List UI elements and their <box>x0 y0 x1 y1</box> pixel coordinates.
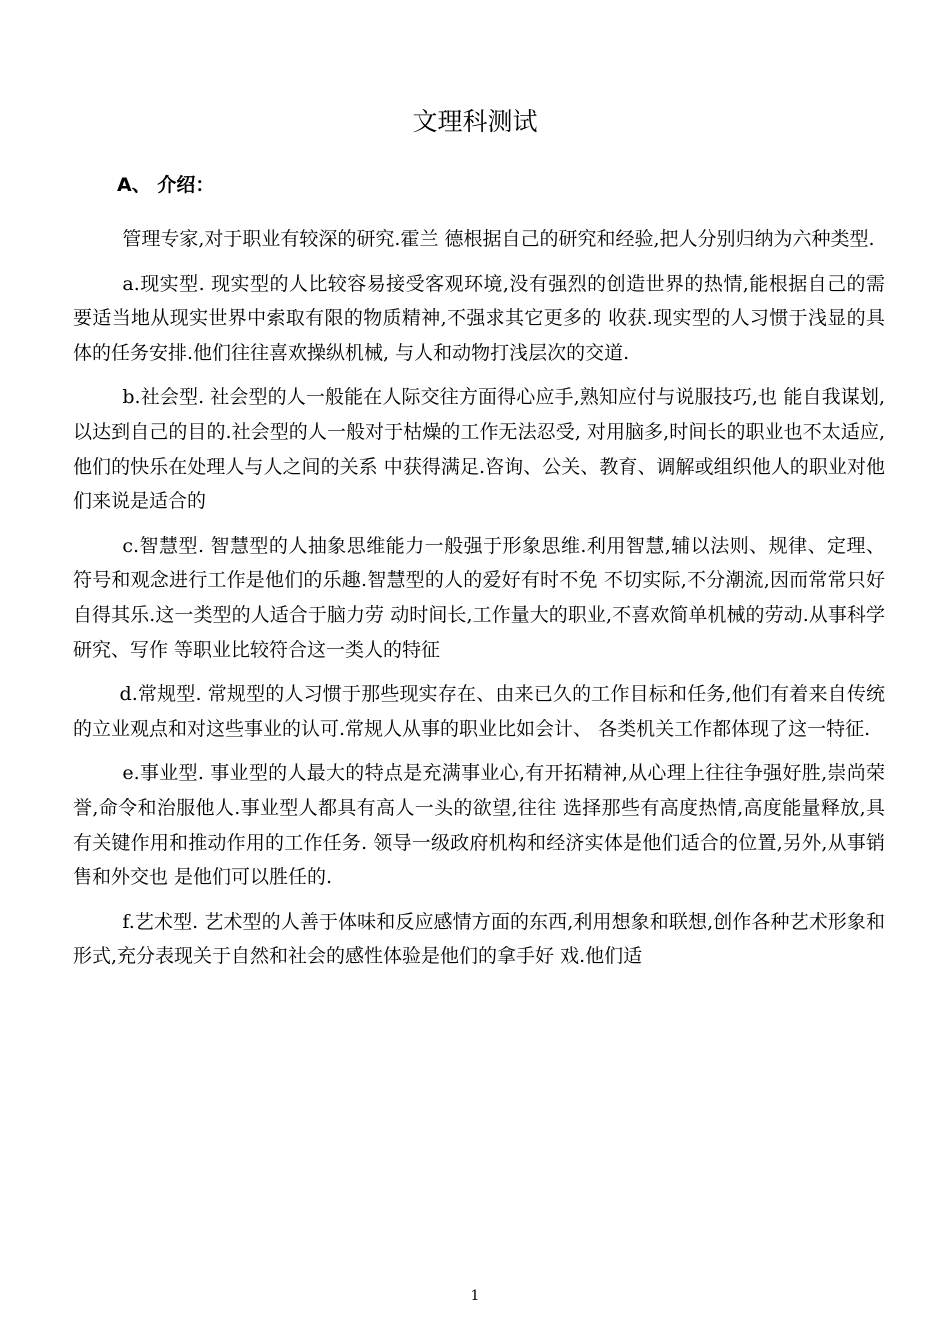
document-body <box>73 222 885 984</box>
paragraph-enterprising-type: e.事业型. 事业型的人最大的特点是充满事业心,有开拓精神,从心理上往往争强好胜,崇尚荣誉,命令和治服他人.事业型人都具有高人一头的欲望,往往 选择那些有高度热情,高度能量释放,具有关键作用和推动作用的工作任务. 领导一级政府机构和经济实体是他们适合的位置,另外,从事销售和外交也 是他们可以胜任的. <box>73 762 885 889</box>
page-number: 1 <box>470 1288 480 1304</box>
paragraph-investigative-type: c.智慧型. 智慧型的人抽象思维能力一般强于形象思维.利用智慧,辅以法则、规律、定理、符号和观念进行工作是他们的乐趣.智慧型的人的爱好有时不免 不切实际,不分潮流,因而常常只好自得其乐.这一类型的人适合于脑力劳 动时间长,工作量大的职业,不喜欢简单机械的劳动.从事科学研究、写作 等职业比较符合这一类人的特征 <box>73 534 885 661</box>
paragraph-social-type: b.社会型. 社会型的人一般能在人际交往方面得心应手,熟知应付与说服技巧,也 能自我谋划,以达到自己的目的.社会型的人一般对于枯燥的工作无法忍受, 对用脑多,时间长的职业也不太适应,他们的快乐在处理人与人之间的关系 中获得满足.咨询、公关、教育、调解或组织他人的职业对他们来说是适合的 <box>73 386 885 513</box>
document-title: 文理科测试 <box>412 107 538 136</box>
paragraph-realistic-type: a.现实型. 现实型的人比较容易接受客观环境,没有强烈的创造世界的热情,能根据自己的需要适当地从现实世界中索取有限的物质精神,不强求其它更多的 收获.现实型的人习惯于浅显的具体的任务安排.他们往往喜欢操纵机械, 与人和动物打浅层次的交道. <box>73 272 885 364</box>
paragraph-conventional-type: d.常规型. 常规型的人习惯于那些现实存在、由来已久的工作目标和任务,他们有着来自传统的立业观点和对这些事业的认可.常规人从事的职业比如会计、 各类机关工作都体现了这一特征. <box>73 683 885 740</box>
paragraph-artistic-type: f.艺术型. 艺术型的人善于体味和反应感情方面的东西,利用想象和联想,创作各种艺术形象和形式,充分表现关于自然和社会的感性体验是他们的拿手好 戏.他们适 <box>73 910 885 968</box>
paragraph-intro: 管理专家,对于职业有较深的研究.霍兰 德根据自己的研究和经验,把人分别归纳为六种类型. <box>122 228 875 250</box>
section-heading-introduction: A、 介绍： <box>117 174 215 196</box>
